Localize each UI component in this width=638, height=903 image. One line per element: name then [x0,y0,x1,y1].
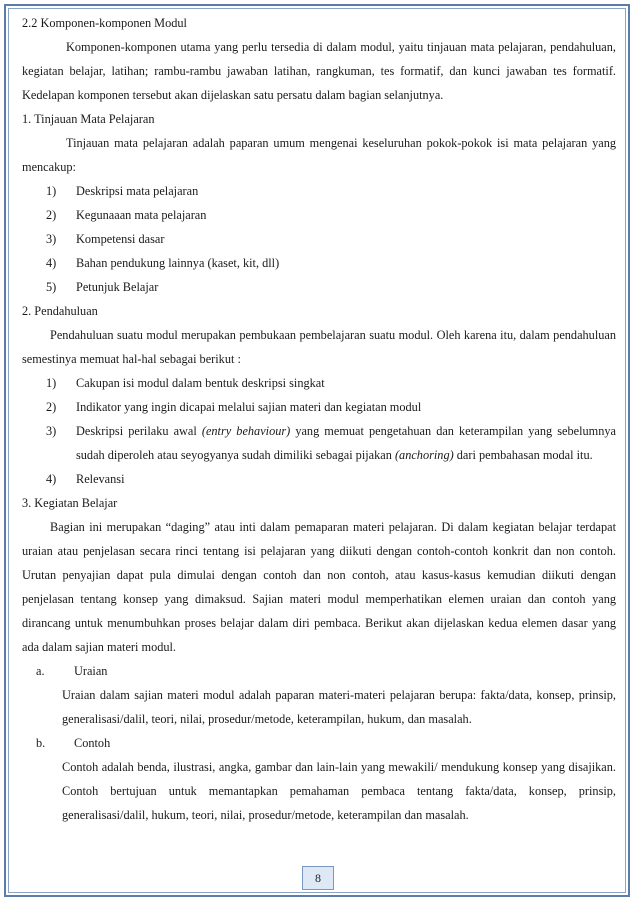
list-item: 3) Kompetensi dasar [46,232,165,246]
list-item: 2) Kegunaaan mata pelajaran [46,208,207,222]
subsection-title-pendahuluan: 2. Pendahuluan [22,304,98,318]
subsection-title-tinjauan: 1. Tinjauan Mata Pelajaran [22,112,155,126]
page-number: 8 [302,866,334,890]
sub-item-uraian: a. Uraian [36,664,108,678]
section-title: 2.2 Komponen-komponen Modul [22,16,187,30]
list-item: 3) Deskripsi perilaku awal (entry behaviour) yang memuat pengetahuan dan keterampilan yang sebelumnya sudah diperoleh atau seyogyanya sudah dimiliki sebagai pijakan (anchoring) dari pembahasan modal itu. [46,424,616,462]
sub-item-contoh: b. Contoh [36,736,111,750]
intro-paragraph: Komponen-komponen utama yang perlu tersedia di dalam modul, yaitu tinjauan mata pelajaran, pendahuluan, kegiatan belajar, latihan; rambu-rambu jawaban latihan, rangkuman, tes formatif, dan kunci jawaban tes formatif. Kedelapan komponen tersebut akan dijelaskan satu persatu dalam bagian selanjutnya. [22,40,616,102]
uraian-paragraph: Uraian dalam sajian materi modul adalah paparan materi-materi pelajaran berupa: fakta/data, konsep, prinsip, generalisasi/dalil, teori, nilai, prosedur/metode, keterampilan, hukum, dan masalah. [62,688,616,726]
pendahuluan-paragraph: Pendahuluan suatu modul merupakan pembukaan pembelajaran suatu modul. Oleh karena itu, dalam pendahuluan semestinya memuat hal-hal sebagai berikut : [22,328,616,366]
list-item: 1) Deskripsi mata pelajaran [46,184,199,198]
list-item: 5) Petunjuk Belajar [46,280,159,294]
subsection-title-kegiatan: 3. Kegiatan Belajar [22,496,118,510]
contoh-paragraph: Contoh adalah benda, ilustrasi, angka, gambar dan lain-lain yang mewakili/ mendukung konsep yang disajikan. Contoh bertujuan untuk memantapkan pemahaman pembaca tentang fakta/data, konsep, prinsip, generalisasi/dalil, hukum, teori, nilai, prosedur/metode, keterampilan dan masalah. [62,760,616,822]
list-item: 4) Bahan pendukung lainnya (kaset, kit, dll) [46,256,280,270]
list-item: 2) Indikator yang ingin dicapai melalui sajian materi dan kegiatan modul [46,400,422,414]
tinjauan-paragraph: Tinjauan mata pelajaran adalah paparan umum mengenai keseluruhan pokok-pokok isi mata pelajaran yang mencakup: [22,136,616,174]
document-body [22,11,616,827]
kegiatan-paragraph: Bagian ini merupakan “daging” atau inti dalam pemaparan materi pelajaran. Di dalam kegiatan belajar terdapat uraian atau penjelasan secara rinci tentang isi pelajaran yang diikuti dengan contoh-contoh konkrit dan non contoh. Urutan penyajian dapat pula dimulai dengan contoh dan non contoh, atau kasus-kasus kemudian diikuti dengan penjelasan tentang konsep yang dimaksud. Sajian materi modul memperhatikan elemen uraian dan contoh yang dirancang untuk menumbuhkan proses belajar dalam diri pembaca. Berikut akan dijelaskan kedua elemen dasar yang ada dalam sajian materi modul. [22,520,616,654]
list-item: 4) Relevansi [46,472,125,486]
list-item: 1) Cakupan isi modul dalam bentuk deskripsi singkat [46,376,325,390]
